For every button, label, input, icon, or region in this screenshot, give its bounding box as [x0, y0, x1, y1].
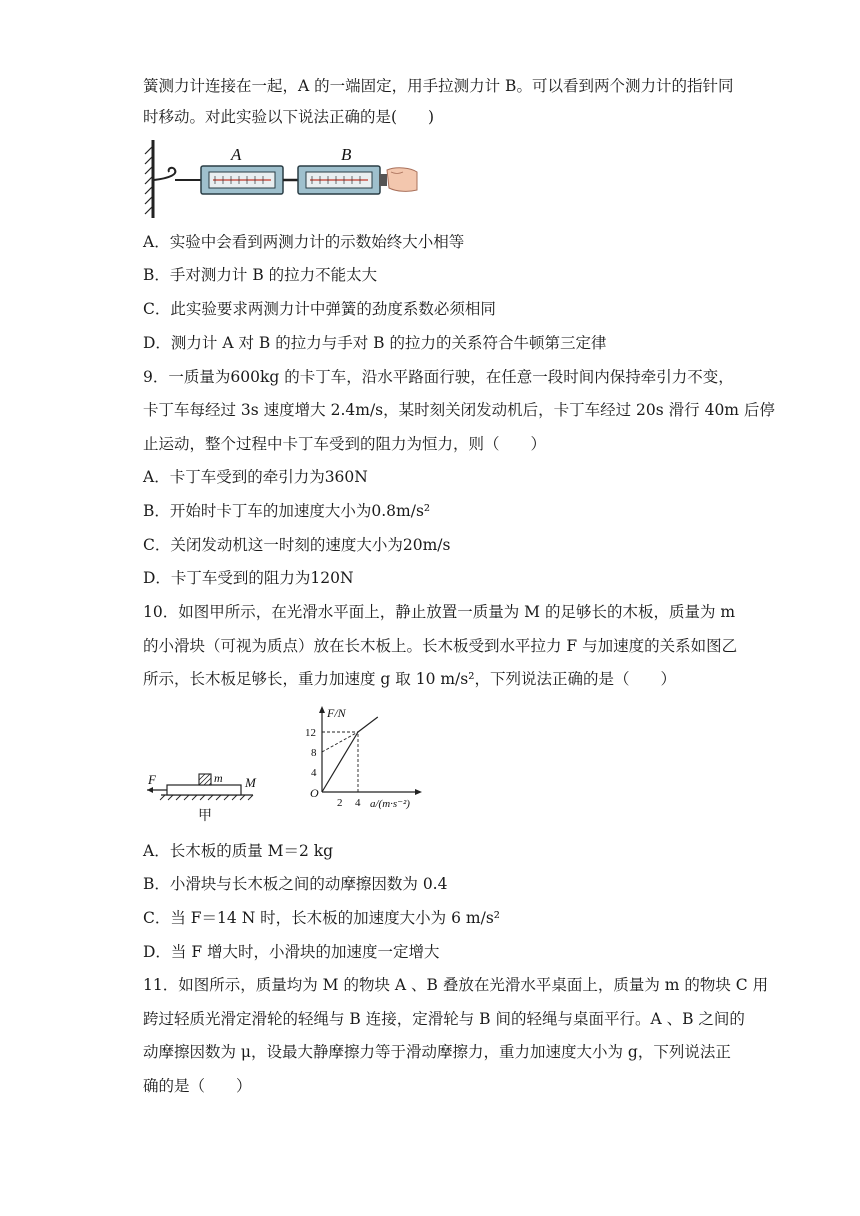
q9-option-a: A．卡丁车受到的牵引力为360N	[143, 468, 368, 486]
y-tick-label: 12	[305, 727, 316, 739]
q11-text-line-4: 确的是（ ）	[143, 1077, 252, 1095]
label-f: F	[148, 772, 156, 787]
q9-option-c: C．关闭发动机这一时刻的速度大小为20m/s	[143, 536, 451, 554]
q9-option-b: B．开始时卡丁车的加速度大小为0.8m/s²	[143, 502, 431, 520]
q10-option-c: C．当 F＝14 N 时，长木板的加速度大小为 6 m/s²	[143, 909, 500, 927]
y-axis-label: F/N	[327, 706, 346, 720]
q10-text-line-1: 10．如图甲所示，在光滑水平面上，静止放置一质量为 M 的足够长的木板，质量为 m	[143, 603, 736, 621]
figure-jia-board	[143, 755, 263, 827]
q9-text-line-3: 止运动，整个过程中卡丁车受到的阻力为恒力，则（ ）	[143, 435, 547, 453]
spring-scale-b	[298, 166, 380, 194]
q10-option-a: A．长木板的质量 M＝2 kg	[143, 842, 334, 860]
label-a: A	[231, 145, 242, 164]
q8-option-a: A．实验中会看到两测力计的示数始终大小相等	[143, 233, 465, 251]
q10-text-line-2: 的小滑块（可视为质点）放在长木板上。长木板受到水平拉力 F 与加速度的关系如图乙	[143, 637, 738, 655]
series-line	[322, 732, 358, 792]
q9-text-line-1: 9．一质量为600kg 的卡丁车，沿水平路面行驶，在任意一段时间内保持牵引力不变，	[143, 368, 734, 386]
spring-scale-a	[201, 166, 283, 194]
y-tick-label: 4	[311, 767, 317, 779]
q8-option-d: D．测力计 A 对 B 的拉力与手对 B 的拉力的关系符合牛顿第三定律	[143, 334, 607, 352]
label-m-big: M	[245, 775, 256, 790]
y-axis-arrow	[319, 706, 325, 713]
q11-text-line-2: 跨过轻质光滑定滑轮的轻绳与 B 连接，定滑轮与 B 间的轻绳与桌面平行。A 、B 之间的	[143, 1010, 745, 1028]
q8-text-line-2: 时移动。对此实验以下说法正确的是( )	[143, 108, 435, 126]
q9-option-d: D．卡丁车受到的阻力为120N	[143, 569, 354, 587]
figure-yi-chart	[278, 700, 428, 826]
spring-scale-figure	[143, 138, 418, 220]
caption-jia: 甲	[198, 809, 212, 824]
label-m-small: m	[214, 771, 223, 785]
label-b: B	[341, 145, 352, 164]
x-axis-label: a/(m·s⁻²)	[370, 798, 410, 810]
q8-option-c: C．此实验要求两测力计中弹簧的劲度系数必须相同	[143, 300, 496, 318]
ground-hatching	[160, 795, 253, 800]
q11-text-line-3: 动摩擦因数为 μ，设最大静摩擦力等于滑动摩擦力，重力加速度大小为 g，下列说法正	[143, 1043, 731, 1061]
hook-icon	[154, 168, 175, 180]
q10-option-b: B．小滑块与长木板之间的动摩擦因数为 0.4	[143, 875, 448, 893]
origin-label: O	[310, 786, 319, 800]
chart-tick-labels	[305, 706, 410, 810]
q11-text-line-1: 11．如图所示，质量均为 M 的物块 A 、B 叠放在光滑水平桌面上，质量为 m 的物块 C 用	[143, 976, 769, 994]
y-tick-label: 8	[311, 747, 317, 759]
x-tick-label: 4	[355, 797, 361, 809]
series-line	[358, 717, 378, 732]
x-tick-label: 2	[337, 797, 343, 809]
q8-text-line-1: 簧测力计连接在一起，A 的一端固定，用手拉测力计 B。可以看到两个测力计的指针同	[143, 77, 734, 95]
hand-icon	[379, 168, 417, 191]
x-axis-arrow	[415, 789, 422, 795]
q10-option-d: D．当 F 增大时，小滑块的加速度一定增大	[143, 943, 440, 961]
chart-series	[322, 717, 378, 792]
long-board	[167, 785, 241, 795]
q8-option-b: B．手对测力计 B 的拉力不能太大	[143, 266, 378, 284]
q10-text-line-3: 所示，长木板足够长，重力加速度 g 取 10 m/s²，下列说法正确的是（ ）	[143, 670, 676, 688]
q9-text-line-2: 卡丁车每经过 3s 速度增大 2.4m/s，某时刻关闭发动机后，卡丁车经过 20s 滑行 40m 后停	[143, 401, 775, 419]
